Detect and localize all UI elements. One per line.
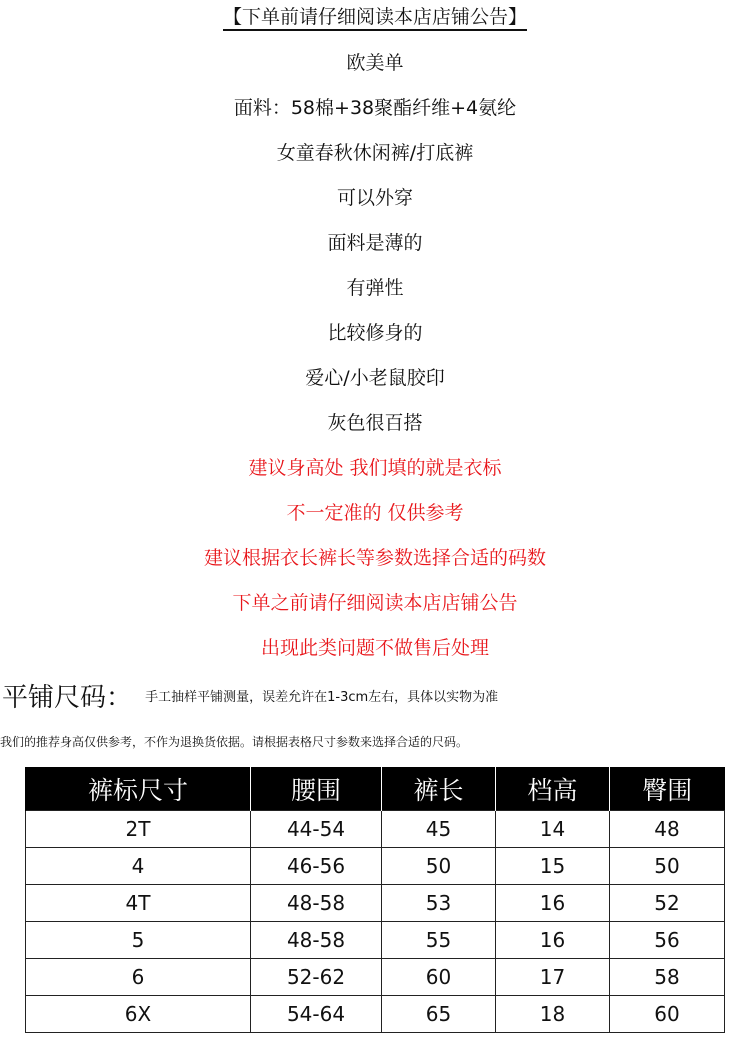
size-table bbox=[25, 767, 725, 1033]
table-cell: 45 bbox=[382, 811, 496, 848]
description-line: 面料是薄的 bbox=[327, 232, 423, 254]
table-cell: 44-54 bbox=[251, 811, 382, 848]
table-cell: 56 bbox=[610, 922, 725, 959]
table-row bbox=[26, 996, 725, 1033]
description-line: 女童春秋休闲裤/打底裤 bbox=[276, 142, 474, 164]
table-cell: 52 bbox=[610, 885, 725, 922]
description-line: 面料：58棉+38聚酯纤维+4氨纶 bbox=[233, 97, 517, 119]
header-length: 裤长 bbox=[382, 767, 496, 811]
warning-line: 下单之前请仔细阅读本店店铺公告 bbox=[232, 592, 518, 614]
table-cell: 48 bbox=[610, 811, 725, 848]
table-cell: 54-64 bbox=[251, 996, 382, 1033]
table-cell: 48-58 bbox=[251, 922, 382, 959]
table-cell: 17 bbox=[496, 959, 610, 996]
size-heading-note: 手工抽样平铺测量，误差允许在1-3cm左右，具体以实物为准 bbox=[145, 690, 499, 705]
table-cell: 50 bbox=[382, 848, 496, 885]
table-row bbox=[26, 885, 725, 922]
notice-title bbox=[0, 4, 750, 30]
table-cell: 60 bbox=[382, 959, 496, 996]
table-cell: 4T bbox=[26, 885, 251, 922]
header-hip: 臀围 bbox=[610, 767, 725, 811]
table-cell: 5 bbox=[26, 922, 251, 959]
warning-line: 出现此类问题不做售后处理 bbox=[260, 637, 489, 659]
header-rise: 档高 bbox=[496, 767, 610, 811]
table-cell: 53 bbox=[382, 885, 496, 922]
recommend-note: 我们的推荐身高仅供参考，不作为退换货依据。请根据表格尺寸参数来选择合适的尺码。 bbox=[0, 735, 469, 749]
description-line: 灰色很百搭 bbox=[327, 412, 423, 434]
table-row bbox=[26, 922, 725, 959]
header-pants-size: 裤标尺寸 bbox=[26, 767, 251, 811]
table-row bbox=[26, 848, 725, 885]
table-cell: 60 bbox=[610, 996, 725, 1033]
description-line: 可以外穿 bbox=[336, 187, 413, 209]
table-cell: 6 bbox=[26, 959, 251, 996]
warning-line: 建议根据衣长裤长等参数选择合适的码数 bbox=[203, 547, 546, 569]
product-description-list bbox=[0, 41, 750, 671]
table-row bbox=[26, 959, 725, 996]
table-cell: 16 bbox=[496, 885, 610, 922]
table-cell: 48-58 bbox=[251, 885, 382, 922]
table-cell: 4 bbox=[26, 848, 251, 885]
description-line: 比较修身的 bbox=[327, 322, 423, 344]
size-heading bbox=[2, 680, 498, 716]
description-line: 欧美单 bbox=[346, 52, 404, 74]
table-cell: 18 bbox=[496, 996, 610, 1033]
table-row bbox=[26, 811, 725, 848]
table-cell: 65 bbox=[382, 996, 496, 1033]
size-heading-title: 平铺尺码： bbox=[2, 683, 133, 713]
header-waist: 腰围 bbox=[251, 767, 382, 811]
table-cell: 46-56 bbox=[251, 848, 382, 885]
notice-title-text: 【下单前请仔细阅读本店店铺公告】 bbox=[223, 6, 527, 31]
size-table-header-row bbox=[26, 767, 725, 811]
table-cell: 16 bbox=[496, 922, 610, 959]
table-cell: 6X bbox=[26, 996, 251, 1033]
table-cell: 14 bbox=[496, 811, 610, 848]
warning-line: 不一定准的 仅供参考 bbox=[286, 502, 464, 524]
table-cell: 58 bbox=[610, 959, 725, 996]
description-line: 爱心/小老鼠胶印 bbox=[305, 367, 445, 389]
table-cell: 50 bbox=[610, 848, 725, 885]
table-cell: 2T bbox=[26, 811, 251, 848]
table-cell: 55 bbox=[382, 922, 496, 959]
description-line: 有弹性 bbox=[346, 277, 404, 299]
table-cell: 15 bbox=[496, 848, 610, 885]
warning-line: 建议身高处 我们填的就是衣标 bbox=[248, 457, 502, 479]
table-cell: 52-62 bbox=[251, 959, 382, 996]
